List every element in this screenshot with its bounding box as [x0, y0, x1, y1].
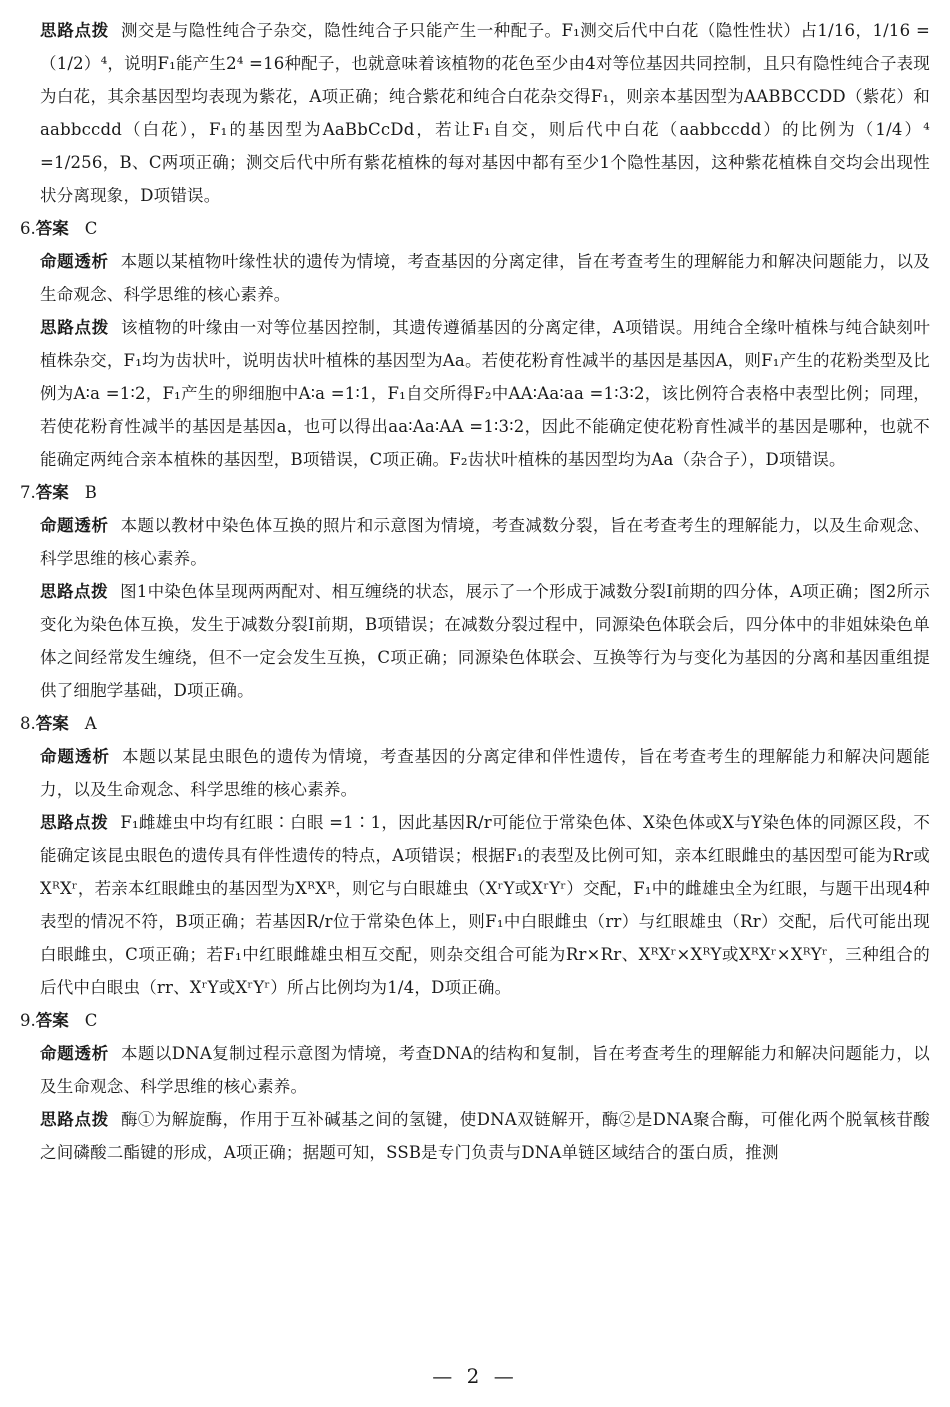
- answer-value: B: [84, 483, 97, 502]
- analysis-label: 命题透析: [40, 516, 109, 535]
- answer-label: 答案: [35, 483, 69, 502]
- hint-label: 思路点拨: [40, 21, 109, 40]
- hint-text: 酶①为解旋酶，作用于互补碱基之间的氢键，使DNA双链解开，酶②是DNA聚合酶，可催化两个脱氧核苷酸之间磷酸二酯键的形成，A项正确；据题可知，SSB是专门负责与DNA单链区域结合的蛋白质，推测: [40, 1110, 931, 1162]
- question-8: [20, 707, 930, 1004]
- hint-label: 思路点拨: [40, 1110, 109, 1129]
- question-number: 6.: [20, 219, 36, 238]
- hint-paragraph: [20, 1103, 930, 1169]
- analysis-text: 本题以教材中染色体互换的照片和示意图为情境，考查减数分裂，旨在考查考生的理解能力，以及生命观念、科学思维的核心素养。: [40, 516, 931, 568]
- hint-label: 思路点拨: [40, 582, 109, 601]
- answer-label: 答案: [35, 1011, 69, 1030]
- question-6: [20, 212, 930, 476]
- question-number: 9.: [20, 1011, 36, 1030]
- hint-label: 思路点拨: [40, 318, 110, 337]
- hint-text: 图1中染色体呈现两两配对、相互缠绕的状态，展示了一个形成于减数分裂Ⅰ前期的四分体，A项正确；图2所示变化为染色体互换，发生于减数分裂Ⅰ前期，B项错误；在减数分裂过程中，同源染色体联会后，四分体中的非姐妹染色单体之间经常发生缠绕，但不一定会发生互换，C项正确；同源染色体联会、互换等行为与变化为基因的分离和基因重组提供了细胞学基础，D项正确。: [40, 582, 930, 700]
- hint-paragraph: [20, 575, 930, 707]
- analysis-label: 命题透析: [40, 747, 111, 766]
- intro-paragraph: [20, 14, 930, 212]
- answer-line: [20, 212, 930, 245]
- analysis-paragraph: [20, 1037, 930, 1103]
- analysis-text: 本题以DNA复制过程示意图为情境，考查DNA的结构和复制，旨在考查考生的理解能力和解决问题能力，以及生命观念、科学思维的核心素养。: [40, 1044, 931, 1096]
- answer-value: C: [84, 1011, 98, 1030]
- question-7: [20, 476, 930, 707]
- analysis-paragraph: [20, 245, 930, 311]
- analysis-text: 本题以某昆虫眼色的遗传为情境，考查基因的分离定律和伴性遗传，旨在考查考生的理解能力和解决问题能力，以及生命观念、科学思维的核心素养。: [40, 747, 931, 799]
- answer-value: A: [84, 714, 97, 733]
- hint-text: 测交是与隐性纯合子杂交，隐性纯合子只能产生一种配子。F₁测交后代中白花（隐性性状）占1/16，1/16 =（1/2）⁴，说明F₁能产生2⁴ =16种配子，也就意味着该植物的花色至少由4对等位基因共同控制，且只有隐性纯合子表现为白花，其余基因型均表现为紫花，A项正确；纯合紫花和纯合白花杂交得F₁，则亲本基因型为AABBCCDD（紫花）和aabbccdd（白花），F₁的基因型为AaBbCcDd，若让F₁自交，则后代中白花（aabbccdd）的比例为（1/4）⁴ =1/256，B、C两项正确；测交后代中所有紫花植株的每对基因中都有至少1个隐性基因，这种紫花植株自交均会出现性状分离现象，D项错误。: [40, 21, 931, 205]
- analysis-text: 本题以某植物叶缘性状的遗传为情境，考查基因的分离定律，旨在考查考生的理解能力和解决问题能力，以及生命观念、科学思维的核心素养。: [40, 252, 931, 304]
- hint-text: 该植物的叶缘由一对等位基因控制，其遗传遵循基因的分离定律，A项错误。用纯合全缘叶植株与纯合缺刻叶植株杂交，F₁均为齿状叶，说明齿状叶植株的基因型为Aa。若使花粉育性减半的基因是基因A，则F₁产生的花粉类型及比例为A∶a =1∶2，F₁产生的卵细胞中A∶a =1∶1，F₁自交所得F₂中AA∶Aa∶aa =1∶3∶2，该比例符合表格中表型比例；同理，若使花粉育性减半的基因是基因a，也可以得出aa∶Aa∶AA =1∶3∶2，因此不能确定使花粉育性减半的基因是哪种，也就不能确定两纯合亲本植株的基因型，B项错误，C项正确。F₂齿状叶植株的基因型均为Aa（杂合子），D项错误。: [40, 318, 931, 469]
- hint-text: F₁雌雄虫中均有红眼∶白眼 =1∶1，因此基因R/r可能位于常染色体、X染色体或X与Y染色体的同源区段，不能确定该昆虫眼色的遗传具有伴性遗传的特点，A项错误；根据F₁的表型及比例可知，亲本红眼雌虫的基因型可能为Rr或XᴿXʳ，若亲本红眼雌虫的基因型为XᴿXᴿ，则它与白眼雄虫（XʳY或XʳYʳ）交配，F₁中的雌雄虫全为红眼，与题干出现4种表型的情况不符，B项正确；若基因R/r位于常染色体上，则F₁中白眼雌虫（rr）与红眼雄虫（Rr）交配，后代可能出现白眼雌虫，C项正确；若F₁中红眼雌雄虫相互交配，则杂交组合可能为Rr×Rr、XᴿXʳ×XᴿY或XᴿXʳ×XᴿYʳ，三种组合的后代中白眼虫（rr、XʳY或XʳYʳ）所占比例均为1/4，D项正确。: [40, 813, 931, 997]
- answer-value: C: [84, 219, 98, 238]
- answer-line: [20, 1004, 930, 1037]
- question-9: [20, 1004, 930, 1169]
- analysis-label: 命题透析: [40, 1044, 109, 1063]
- answer-label: 答案: [35, 714, 69, 733]
- hint-label: 思路点拨: [40, 813, 109, 832]
- hint-paragraph: [20, 311, 930, 476]
- question-number: 7.: [20, 483, 36, 502]
- hint-paragraph: [20, 806, 930, 1004]
- answer-line: [20, 476, 930, 509]
- answer-label: 答案: [35, 219, 69, 238]
- analysis-paragraph: [20, 509, 930, 575]
- analysis-paragraph: [20, 740, 930, 806]
- page-number: — 2 —: [432, 1364, 518, 1388]
- answer-line: [20, 707, 930, 740]
- question-number: 8.: [20, 714, 36, 733]
- analysis-label: 命题透析: [40, 252, 109, 271]
